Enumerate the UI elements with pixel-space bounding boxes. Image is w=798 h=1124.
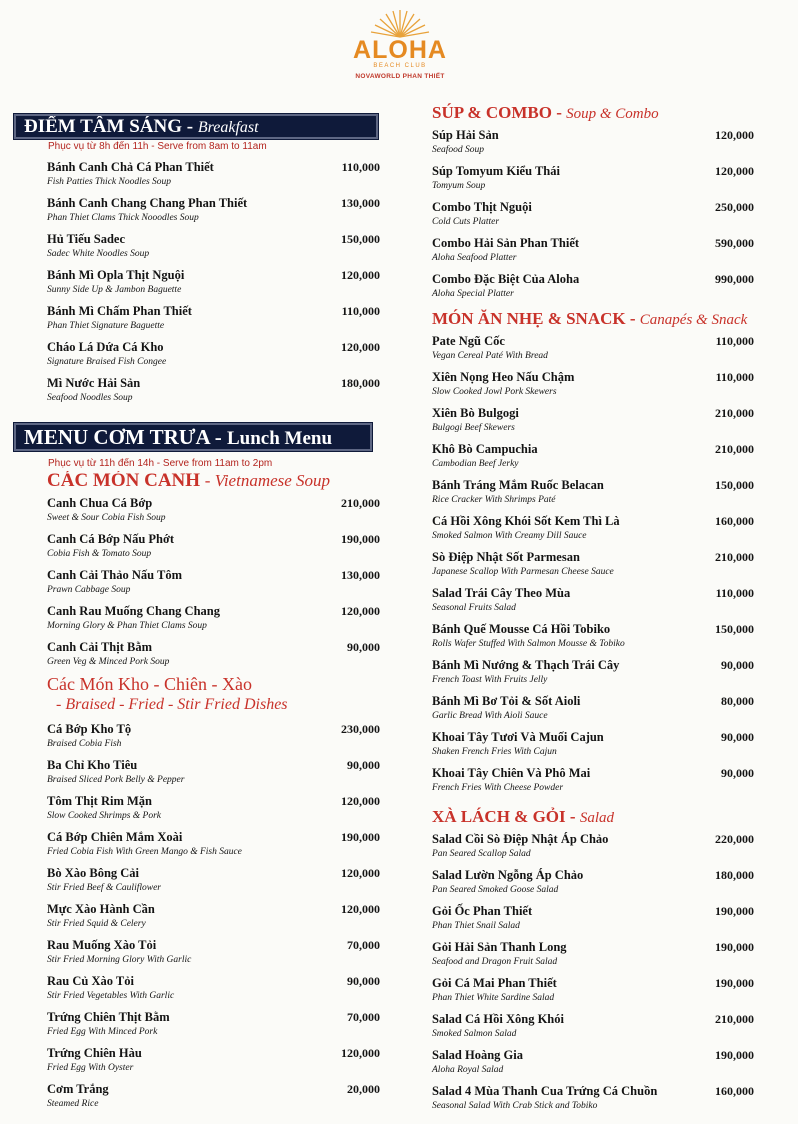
- menu-item-name: Cá Hồi Xông Khói Sốt Kem Thì Là: [432, 514, 620, 528]
- lunch-title-en: Lunch Menu: [227, 428, 333, 449]
- menu-item-row: [14, 563, 380, 583]
- menu-item: [14, 825, 380, 861]
- menu-item-name: Pate Ngũ Cốc: [432, 334, 505, 348]
- menu-item-english: Bulgogi Beef Skewers: [432, 423, 515, 433]
- menu-item: [432, 689, 754, 725]
- menu-item-row: [14, 1041, 380, 1061]
- menu-item-name: Tôm Thịt Rim Mặn: [47, 794, 152, 808]
- menu-item-english: Slow Cooked Shrimps & Pork: [47, 811, 161, 821]
- menu-item: [14, 599, 380, 635]
- menu-item-english: Fried Egg With Oyster: [47, 1063, 134, 1073]
- menu-item: [14, 789, 380, 825]
- menu-item-english: French Fries With Cheese Powder: [432, 783, 564, 793]
- menu-item: [14, 861, 380, 897]
- menu-item-price: 160,000: [715, 1084, 754, 1098]
- salad-heading: [432, 805, 754, 827]
- salad-title: XÀ LÁCH & GỎI -: [432, 807, 576, 826]
- menu-item-name: Combo Đặc Biệt Của Aloha: [432, 272, 580, 286]
- menu-item-name: Bánh Canh Chả Cá Phan Thiết: [47, 160, 214, 174]
- menu-item-price: 80,000: [721, 694, 754, 708]
- menu-item-price: 210,000: [715, 406, 754, 420]
- menu-item-row: [432, 863, 754, 883]
- menu-item-row: [14, 717, 380, 737]
- menu-item-row: [432, 195, 754, 215]
- soup-combo-section: [432, 101, 754, 303]
- menu-item-price: 190,000: [341, 830, 380, 844]
- breakfast-hours: Phục vụ từ 8h đến 11h - Serve from 8am to 11am: [48, 141, 267, 152]
- menu-item-english: Vegan Cereal Paté With Bread: [432, 351, 548, 361]
- menu-item-row: [14, 527, 380, 547]
- menu-item-name: Canh Cải Thịt Bằm: [47, 640, 153, 654]
- menu-item-price: 190,000: [715, 904, 754, 918]
- menu-item-row: [432, 653, 754, 673]
- menu-item-price: 120,000: [341, 902, 380, 916]
- breakfast-section: [14, 114, 380, 407]
- menu-item-row: [432, 159, 754, 179]
- menu-item-price: 990,000: [715, 272, 754, 286]
- menu-item: [14, 491, 380, 527]
- menu-item-row: [432, 971, 754, 991]
- menu-item-english: Phan Thiet White Sardine Salad: [432, 993, 555, 1003]
- menu-item-name: Cháo Lá Dứa Cá Kho: [47, 340, 164, 354]
- menu-item: [432, 971, 754, 1007]
- menu-item-english: Seasonal Fruits Salad: [432, 603, 516, 613]
- snack-title: MÓN ĂN NHẸ & SNACK -: [432, 309, 636, 328]
- menu-item: [432, 231, 754, 267]
- menu-item-english: Steamed Rice: [47, 1099, 99, 1109]
- menu-item-price: 130,000: [341, 196, 380, 210]
- brand-logo: [330, 8, 470, 100]
- menu-item-name: Gỏi Hải Sản Thanh Long: [432, 940, 567, 954]
- menu-item-english: Sunny Side Up & Jambon Baguette: [47, 285, 182, 295]
- menu-item: [14, 933, 380, 969]
- menu-item-english: Aloha Royal Salad: [432, 1065, 504, 1075]
- breakfast-list: [14, 155, 380, 407]
- menu-item-row: [432, 617, 754, 637]
- menu-item-name: Bánh Canh Chang Chang Phan Thiết: [47, 196, 248, 210]
- menu-item-price: 110,000: [715, 370, 754, 384]
- menu-item: [432, 581, 754, 617]
- menu-item: [432, 863, 754, 899]
- menu-item-english: Fried Cobia Fish With Green Mango & Fish Sauce: [47, 847, 242, 857]
- sunburst-icon: [365, 8, 435, 38]
- menu-item-row: [14, 897, 380, 917]
- snack-list: [432, 329, 754, 797]
- menu-item-name: Canh Chua Cá Bớp: [47, 496, 153, 510]
- menu-item: [14, 155, 380, 191]
- menu-item: [432, 1007, 754, 1043]
- brand-name: ALOHA: [353, 36, 447, 64]
- menu-item-name: Trứng Chiên Thịt Bằm: [47, 1010, 170, 1024]
- breakfast-title: ĐIỂM TÂM SÁNG -: [24, 116, 194, 137]
- salad-section: [432, 805, 754, 1115]
- menu-item: [14, 1005, 380, 1041]
- menu-item-price: 210,000: [715, 442, 754, 456]
- menu-item-name: Salad Hoàng Gia: [432, 1048, 523, 1062]
- menu-item-price: 110,000: [341, 304, 380, 318]
- menu-item-name: Bò Xào Bông Cải: [47, 866, 140, 880]
- menu-item-name: Bánh Tráng Mắm Ruốc Belacan: [432, 478, 604, 492]
- menu-item-name: Khoai Tây Tươi Và Muối Cajun: [432, 730, 604, 744]
- menu-item-row: [14, 1005, 380, 1025]
- menu-item-price: 230,000: [341, 722, 380, 736]
- menu-item-english: Stir Fried Vegetables With Garlic: [47, 991, 175, 1001]
- menu-item-name: Salad Lườn Ngỗng Áp Chảo: [432, 868, 584, 882]
- menu-item-name: Sò Điệp Nhật Sốt Parmesan: [432, 550, 580, 564]
- menu-item-row: [432, 437, 754, 457]
- menu-item-name: Cá Bớp Chiên Mắm Xoài: [47, 830, 183, 844]
- menu-item-name: Bánh Mì Chấm Phan Thiết: [47, 304, 192, 318]
- menu-item-price: 110,000: [715, 334, 754, 348]
- menu-item-name: Combo Thịt Nguội: [432, 200, 532, 214]
- menu-item-english: Cobia Fish & Tomato Soup: [47, 549, 152, 559]
- menu-item-name: Cơm Trắng: [47, 1082, 109, 1096]
- menu-item: [432, 1079, 754, 1115]
- menu-item-name: Canh Rau Muống Chang Chang: [47, 604, 220, 618]
- menu-item-price: 180,000: [715, 868, 754, 882]
- menu-item-row: [432, 935, 754, 955]
- menu-item-english: Braised Cobia Fish: [47, 739, 122, 749]
- menu-item-english: Seafood and Dragon Fruit Salad: [432, 957, 558, 967]
- menu-item-price: 190,000: [341, 532, 380, 546]
- menu-item-price: 210,000: [715, 550, 754, 564]
- menu-item-price: 70,000: [347, 1010, 380, 1024]
- menu-item-price: 180,000: [341, 376, 380, 390]
- soup-combo-list: [432, 123, 754, 303]
- lunch-section: [14, 423, 380, 1113]
- menu-item: [432, 725, 754, 761]
- menu-item-english: Seafood Soup: [432, 145, 484, 155]
- menu-item-english: Fried Egg With Minced Pork: [47, 1027, 158, 1037]
- menu-item: [432, 365, 754, 401]
- menu-item-price: 220,000: [715, 832, 754, 846]
- lunch-banner: [14, 423, 372, 451]
- snack-title-en: Canapés & Snack: [639, 312, 748, 328]
- menu-item-english: Braised Sliced Pork Belly & Pepper: [47, 775, 185, 785]
- menu-item: [432, 545, 754, 581]
- menu-item-row: [14, 371, 380, 391]
- menu-item: [432, 267, 754, 303]
- menu-item: [14, 191, 380, 227]
- menu-item: [14, 527, 380, 563]
- menu-item-row: [14, 227, 380, 247]
- menu-item-price: 120,000: [341, 866, 380, 880]
- menu-item-name: Canh Cá Bớp Nấu Phớt: [47, 532, 175, 546]
- menu-item: [432, 329, 754, 365]
- menu-item: [432, 509, 754, 545]
- menu-item-row: [14, 969, 380, 989]
- menu-item-english: Slow Cooked Jowl Pork Skewers: [432, 387, 557, 397]
- menu-item: [14, 227, 380, 263]
- menu-item-english: Smoked Salmon With Creamy Dill Sauce: [432, 531, 587, 541]
- menu-item-row: [432, 581, 754, 601]
- menu-item-row: [14, 1077, 380, 1097]
- brand-subtitle: BEACH CLUB: [373, 63, 427, 69]
- menu-item-row: [14, 491, 380, 511]
- soup-title: CÁC MÓN CANH: [47, 471, 201, 491]
- menu-item-row: [14, 335, 380, 355]
- menu-item-english: Prawn Cabbage Soup: [47, 585, 131, 595]
- menu-item-english: Stir Fried Squid & Celery: [47, 919, 146, 929]
- menu-item-price: 250,000: [715, 200, 754, 214]
- menu-item-price: 90,000: [347, 640, 380, 654]
- menu-item-name: Gỏi Cá Mai Phan Thiết: [432, 976, 557, 990]
- menu-item: [432, 159, 754, 195]
- salad-title-en: Salad: [579, 810, 614, 826]
- soup-combo-title: SÚP & COMBO -: [432, 103, 562, 122]
- menu-item-english: Seafood Noodles Soup: [47, 393, 133, 403]
- menu-item-english: Smoked Salmon Salad: [432, 1029, 517, 1039]
- menu-item: [14, 1041, 380, 1077]
- menu-item-row: [14, 263, 380, 283]
- menu-item-row: [432, 1079, 754, 1099]
- menu-item-price: 150,000: [715, 622, 754, 636]
- menu-item-english: French Toast With Fruits Jelly: [432, 675, 548, 685]
- menu-item: [14, 371, 380, 407]
- menu-item-price: 90,000: [347, 974, 380, 988]
- snack-section: [432, 307, 754, 797]
- menu-item-price: 130,000: [341, 568, 380, 582]
- menu-item-row: [14, 299, 380, 319]
- menu-item: [432, 195, 754, 231]
- menu-item-name: Khô Bò Campuchia: [432, 442, 538, 456]
- menu-item: [432, 827, 754, 863]
- menu-item-name: Rau Muống Xào Tỏi: [47, 938, 157, 952]
- menu-item-price: 160,000: [715, 514, 754, 528]
- menu-item-name: Salad 4 Mùa Thanh Cua Trứng Cá Chuồn: [432, 1084, 658, 1098]
- menu-item-price: 70,000: [347, 938, 380, 952]
- menu-item-name: Trứng Chiên Hàu: [47, 1046, 142, 1060]
- menu-item-price: 210,000: [715, 1012, 754, 1026]
- menu-item-name: Hủ Tiếu Sadec: [47, 232, 126, 246]
- menu-item-row: [14, 825, 380, 845]
- menu-item-english: Morning Glory & Phan Thiet Clams Soup: [47, 621, 207, 631]
- menu-item: [14, 753, 380, 789]
- menu-item-english: Fish Patties Thick Noodles Soup: [47, 177, 172, 187]
- menu-item: [432, 935, 754, 971]
- salad-list: [432, 827, 754, 1115]
- menu-item: [14, 263, 380, 299]
- menu-item: [14, 897, 380, 933]
- menu-item: [432, 437, 754, 473]
- menu-item-row: [432, 267, 754, 287]
- menu-item: [14, 635, 380, 671]
- menu-item-row: [14, 191, 380, 211]
- menu-item-name: Gỏi Ốc Phan Thiết: [432, 904, 533, 918]
- menu-item: [432, 473, 754, 509]
- menu-item-english: Rolls Wafer Stuffed With Salmon Mousse & Tobiko: [432, 639, 625, 649]
- menu-item-english: Phan Thiet Snail Salad: [432, 921, 520, 931]
- menu-item: [432, 899, 754, 935]
- soup-combo-title-en: Soup & Combo: [566, 106, 659, 122]
- menu-item-row: [432, 827, 754, 847]
- menu-item-row: [14, 933, 380, 953]
- soup-heading: [14, 471, 380, 491]
- menu-item-english: Cold Cuts Platter: [432, 217, 500, 227]
- menu-item: [432, 1043, 754, 1079]
- menu-item-row: [14, 861, 380, 881]
- menu-item-row: [432, 725, 754, 745]
- menu-item-price: 210,000: [341, 496, 380, 510]
- lunch-title: MENU CƠM TRƯA -: [24, 425, 222, 449]
- menu-item-name: Canh Cải Thảo Nấu Tôm: [47, 568, 182, 582]
- menu-item-english: Signature Braised Fish Congee: [47, 357, 167, 367]
- menu-item-row: [432, 899, 754, 919]
- menu-item-row: [432, 509, 754, 529]
- menu-item-english: Aloha Special Platter: [432, 289, 514, 299]
- menu-item-row: [14, 155, 380, 175]
- menu-item-row: [432, 689, 754, 709]
- menu-item-english: Stir Fried Beef & Cauliflower: [47, 883, 161, 893]
- menu-item-name: Salad Trái Cây Theo Mùa: [432, 586, 571, 600]
- soup-list: [14, 491, 380, 671]
- snack-heading: [432, 307, 754, 329]
- menu-item-name: Salad Cồi Sò Điệp Nhật Áp Chảo: [432, 832, 609, 846]
- menu-item-price: 90,000: [721, 730, 754, 744]
- menu-item-price: 190,000: [715, 940, 754, 954]
- menu-item: [14, 717, 380, 753]
- menu-item-name: Khoai Tây Chiên Và Phô Mai: [432, 766, 591, 780]
- menu-item-english: Sweet & Sour Cobia Fish Soup: [47, 513, 166, 523]
- menu-item-price: 150,000: [341, 232, 380, 246]
- menu-item-english: Garlic Bread With Aioli Sauce: [432, 711, 548, 721]
- menu-item-row: [432, 1043, 754, 1063]
- menu-item-row: [432, 123, 754, 143]
- menu-item-price: 590,000: [715, 236, 754, 250]
- menu-item-english: Tomyum Soup: [432, 181, 486, 191]
- menu-item-name: Combo Hải Sản Phan Thiết: [432, 236, 580, 250]
- menu-item: [432, 761, 754, 797]
- menu-item-english: Shaken French Fries With Cajun: [432, 747, 557, 757]
- menu-item-price: 120,000: [715, 128, 754, 142]
- menu-item-price: 110,000: [341, 160, 380, 174]
- menu-item-english: Cambodian Beef Jerky: [432, 459, 519, 469]
- menu-item-price: 120,000: [341, 604, 380, 618]
- menu-item: [432, 401, 754, 437]
- menu-item-row: [14, 599, 380, 619]
- menu-item: [14, 299, 380, 335]
- menu-item-row: [432, 761, 754, 781]
- menu-item-row: [432, 329, 754, 349]
- menu-item-price: 120,000: [341, 268, 380, 282]
- menu-item-price: 90,000: [347, 758, 380, 772]
- menu-item-row: [432, 545, 754, 565]
- menu-item-row: [432, 231, 754, 251]
- menu-item-price: 20,000: [347, 1082, 380, 1096]
- menu-item-row: [432, 1007, 754, 1027]
- menu-item-english: Phan Thiet Clams Thick Nooodles Soup: [47, 213, 199, 223]
- menu-item-price: 190,000: [715, 976, 754, 990]
- menu-item-price: 110,000: [715, 586, 754, 600]
- menu-item-name: Bánh Mì Bơ Tỏi & Sốt Aioli: [432, 694, 581, 708]
- menu-item-row: [432, 473, 754, 493]
- lunch-hours: Phục vụ từ 11h đến 14h - Serve from 11am to 2pm: [48, 458, 273, 469]
- menu-item: [14, 969, 380, 1005]
- soup-title-en: - Vietnamese Soup: [204, 471, 331, 490]
- menu-item-name: Rau Củ Xào Tỏi: [47, 974, 134, 988]
- menu-item-row: [432, 365, 754, 385]
- menu-item-row: [14, 753, 380, 773]
- menu-item-name: Ba Chỉ Kho Tiêu: [47, 758, 138, 772]
- braised-heading: Các Món Kho - Chiên - Xào: [47, 674, 252, 694]
- menu-item-price: 190,000: [715, 1048, 754, 1062]
- menu-item-row: [14, 789, 380, 809]
- menu-item: [14, 563, 380, 599]
- soup-combo-heading: [432, 101, 754, 123]
- menu-item-name: Xiên Bò Bulgogi: [432, 406, 519, 420]
- menu-item-name: Salad Cá Hồi Xông Khói: [432, 1012, 564, 1026]
- menu-item: [432, 123, 754, 159]
- menu-item-name: Súp Hải Sản: [432, 128, 499, 142]
- menu-item-english: Pan Seared Smoked Goose Salad: [432, 885, 559, 895]
- menu-item-name: Cá Bớp Kho Tộ: [47, 722, 132, 736]
- menu-item: [432, 617, 754, 653]
- menu-item-name: Súp Tomyum Kiểu Thái: [432, 164, 560, 178]
- menu-item-name: Mực Xào Hành Cần: [47, 902, 155, 916]
- menu-item-name: Xiên Nọng Heo Nấu Chậm: [432, 370, 575, 384]
- braised-heading-en: - Braised - Fried - Stir Fried Dishes: [56, 696, 288, 713]
- breakfast-title-en: Breakfast: [197, 119, 259, 136]
- menu-item-price: 150,000: [715, 478, 754, 492]
- menu-item-english: Green Veg & Minced Pork Soup: [47, 657, 170, 667]
- menu-item-price: 90,000: [721, 766, 754, 780]
- menu-item-price: 120,000: [715, 164, 754, 178]
- menu-item-english: Pan Seared Scallop Salad: [432, 849, 531, 859]
- brand-location: NOVAWORLD PHAN THIẾT: [355, 73, 445, 80]
- menu-item-english: Seasonal Salad With Crab Stick and Tobiko: [432, 1101, 598, 1111]
- menu-item-english: Rice Cracker With Shrimps Paté: [432, 495, 556, 505]
- menu-item-name: Bánh Mì Nướng & Thạch Trái Cây: [432, 658, 620, 672]
- menu-item-price: 120,000: [341, 1046, 380, 1060]
- menu-item-price: 120,000: [341, 340, 380, 354]
- menu-item-english: Stir Fried Morning Glory With Garlic: [47, 955, 192, 965]
- menu-item-english: Sadec White Noodles Soup: [47, 249, 150, 259]
- menu-item: [432, 653, 754, 689]
- menu-item-english: Aloha Seafood Platter: [432, 253, 517, 263]
- menu-item-row: [14, 635, 380, 655]
- menu-item-name: Bánh Mì Opla Thịt Nguội: [47, 268, 185, 282]
- breakfast-banner: [14, 114, 378, 139]
- menu-item-row: [432, 401, 754, 421]
- menu-item-english: Phan Thiet Signature Baguette: [47, 321, 165, 331]
- braised-list: [14, 717, 380, 1113]
- menu-item: [14, 1077, 380, 1113]
- menu-item-english: Japanese Scallop With Parmesan Cheese Sauce: [432, 567, 614, 577]
- menu-item-name: Bánh Quế Mousse Cá Hồi Tobiko: [432, 622, 611, 636]
- menu-item-name: Mì Nước Hải Sản: [47, 376, 141, 390]
- menu-item-price: 90,000: [721, 658, 754, 672]
- menu-item-price: 120,000: [341, 794, 380, 808]
- menu-item: [14, 335, 380, 371]
